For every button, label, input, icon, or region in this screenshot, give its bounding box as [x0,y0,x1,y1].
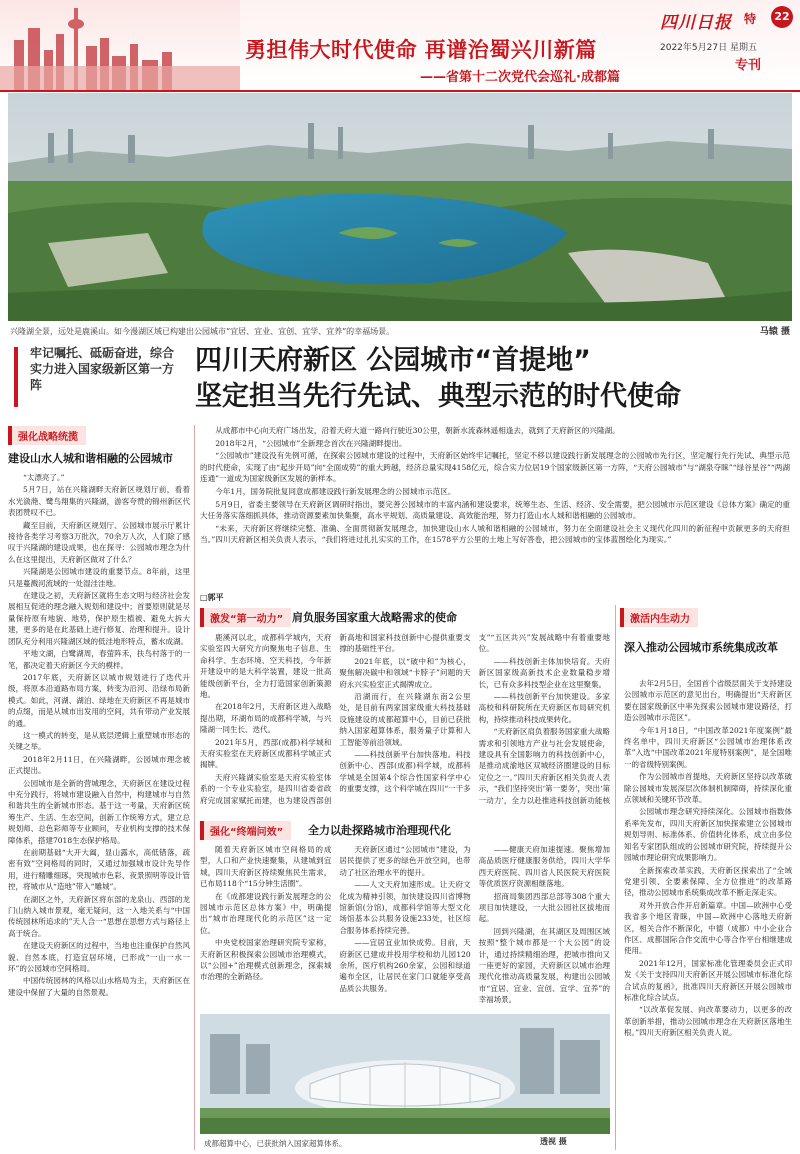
body-paragraph: 在建设天府新区的过程中，当地也注重保护自然风貌、自然本底，打造宜居环境，已形成“一山一水一环”的公园城市空间格局。 [8,941,190,974]
masthead [0,0,800,92]
body-paragraph: ——人文天府加速形成。让天府文化成为精神引领，加快建设四川省博物馆新馆(分馆)，成都科学馆等大型文化场馆基本公共服务设施233处，社区综合服务体系持续完善。 [339,880,471,935]
body-paragraph: 沿湖而行，在兴隆湖东南2公里处，是目前有两家国家级重大科技基础设施建设的成都超算中心，目前已获批纳入国家超算体系，服务量子计算和人工智能等前沿领域。 [339,692,471,747]
section-badge: 强化战略统揽 [8,426,86,445]
body-paragraph: 作为公园城市首提地，天府新区坚持以改革破除公园城市发展深层次体制机制障碍，持续深化重点领域和关键环节改革。 [624,772,792,805]
body-paragraph: 平地文湖，白鹭湖周，春萤阵禾，扶鸟村落于的一笔，都决定着天府新区今天的模样。 [8,649,190,670]
kicker-accent-bar [14,347,18,407]
body-paragraph: 回到兴隆湖，在其湖区及周围区域按照“整个城市都是一个大公园”的设计，通过持续精细治理，把城市推向又一座更好的家园，天府新区以城市治理现代化推动高质量发展，构建出公园城市“宜居、宜业、宜创、宜学、宜养”的幸福场景。 [478,926,610,1005]
body-paragraph: 在2018年2月，天府新区进入战略提出期，环湖布局的成都科学城，与兴隆湖一同生长、迭代。 [200,702,332,735]
body-paragraph: 天府新区通过“公园城市”建设，为居民提供了更多的绿色开放空间，也带动了社区治理水平的提升。 [339,845,471,877]
body-paragraph: 在《成都建设践行新发展理念的公园城市示范区总体方案》中，明确提出“城市治理现代化的示范区”这一定位。 [200,891,332,935]
body-paragraph: 今年1月18日，“中国改革2021年度案例”最终名单中，四川天府新区“公园城市治理体系改革”入选“中国改革2021年度特别案例”，是全国唯一的省级特别案例。 [624,725,792,769]
body-paragraph: 随着天府新区城市空间格局的成型，人口和产业快速聚集，从建城到宜城，四川天府新区持续聚焦民生需求，已布局118个“15分钟生活圈”。 [200,845,332,889]
section-title: 深入推动公园城市系统集成改革 [624,641,778,654]
body-paragraph: 5月7日，站在兴隆湖畔天府新区规划厅前，看着水光潋滟、鹭鸟翔集的兴隆湖，游客夸赞的锦州新区代表团赞叹不已。 [8,485,190,518]
body-paragraph: 在建设之初，天府新区就将生态文明与经济社会发展相互促进的理念融入规划和建设中；首要原则就是尽量保持原有地貌、地势，保护原生植被、避免大拆大建，更多的是在此基础上进行修复、治理和提升。设计团队充分利用兴隆湖区域的低洼地形特点，蓄水成湖。 [8,591,190,646]
section-reform-body [624,678,792,1148]
photo-credit: 马辕 摄 [759,327,790,337]
author-signature: □郭平 [200,592,224,602]
lake-panorama-photo [8,93,792,321]
body-paragraph: 兴隆湖是公园城市建设的重要节点。8年前，这里只是蔓溅河流域的一处湿洼洼地。 [8,567,190,588]
lead-article [200,425,790,547]
body-paragraph: ——科技创新平台加快建设。多家高校和科研院所在天府新区布局研究机构，持续推动科技成果转化。 [478,692,610,724]
body-paragraph: 公园城市是全新的营城理念，天府新区在建设过程中充分践行，将城市建设融入自然中，构建城市与自然和谐共生的全新城市形态。基于这一考量，天府新区统筹生产、生活、生态空间，创新工作统筹方式，建立总规划师、总色彩师等专业顾问，专业机构支撑的技术保障体系，搭建7018生态保护格局。 [8,778,190,845]
section-governance-body [200,844,610,1010]
section-title: 建设山水人城和谐相融的公园城市 [8,452,173,465]
body-paragraph: 2021年5月，西部(成都)科学城和天府实验室在天府新区成都科学城正式揭牌。 [200,737,332,770]
body-paragraph: 在前期基础“大开大阖，显山露水，高低错落，疏密有致”空间格局的同时，又通过加强城市设计先导作用，进行精雕细琢，突现城市色彩、夜景照明等设计管控，将城市从“造地”带入“雕城”。 [8,848,190,892]
body-paragraph: 2017年底，天府新区以城市规划进行了迭代升级，将原本沿道路布局方案，转变为沿河、沿绿布局新模式。如此，河湖、湖泊、绿地在天府新区不再是城市的点缀，而是从城市出发用的空间，共有带动产业发展的通。 [8,672,190,728]
body-paragraph: 2021年底，以“破中和”为核心，聚焦解决碳中和领域“卡脖子”问题的天府永兴实验室正式揭牌成立。 [339,656,471,689]
section-badge: 强化“终端问效” [200,821,291,840]
body-paragraph: 鹿溪河以北，成都科学城内，天府实验室四大研究方向聚焦电子信息、生命科学、生态环境、空天科技，今年新开建设中的是大科学装置，建设一批高能级创新平台，全力打造国家创新策源地。 [200,633,332,700]
body-paragraph: “天府新区肩负着服务国家重大战略需求和引领地方产业与社会发展使命，建设具有全国影响力的科技创新中心，是推动成渝地区双城经济圈建设的目标定位之一。”四川天府新区相关负责人表示，“我们坚持突出‘第一要务’，突出‘第一动力’，全力以赴推进科技创新功能核 [478,727,610,805]
section-headline: 全力以赴探路城市治理现代化 [308,824,451,837]
body-paragraph: 去年2月5日，全国首个省级层面关于支持建设公园城市示范区的意见出台，明确提出“天府新区要在国家级新区中率先探索公园城市建设路径，打造公园城市示范区”。 [624,679,792,723]
section-body [8,472,190,998]
main-headline-line2: 坚定担当先行先试、典型示范的时代使命 [195,381,681,412]
photo-credit: 透视 摄 [540,1137,567,1146]
body-paragraph: ——健康天府加速提速。聚焦增加高品质医疗健康服务供给，四川大学华西天府医院、四川省人民医院天府医院等优质医疗资源相继落地。 [478,845,610,889]
lead-paragraph: 今年1月，国务院批复同意成都建设践行新发展理念的公园城市示范区。 [215,486,456,496]
lead-paragraph: 2018年2月，“公园城市”全新理念首次在兴隆湖畔提出。 [215,438,407,448]
body-paragraph: ——科技创新平台加快落地。科技创新中心、西部(成都)科学城，成都科学城是全国第4个综合性国家科学中心的重要支撑，这个科学城在四川“一干多支”“五区共兴”发展战略中有着重要地位。 [339,633,610,794]
newspaper-logo: 四川日报 [660,13,732,33]
edition-label: 专刊 [735,58,762,73]
body-paragraph: “以改革促发展、向改革要动力，以更多的改革创新举措，推动公园城市理念在天府新区落地生根。”四川天府新区相关负责人说。 [624,1005,792,1038]
masthead-headline: 勇担伟大时代使命 再谱治蜀兴川新篇 [245,38,597,62]
body-paragraph: “太漂亮了。” [23,473,65,482]
section-badge: 激活内生动力 [620,608,698,627]
body-paragraph: 对外开放合作开启新篇章。中国—欧洲中心受我省多个地区青睐，中国—欧洲中心落地天府新区，相关合作不断深化，中德（成都）中小企业合作区、成都国际合作交流中心等合作平台相继建成使用。 [624,900,792,956]
body-paragraph: 全新探索改革实践，天府新区探索出了“全域党建引领、全要素保障、全方位推进”的改革路径，推动公园城市系统集成改革不断走深走实。 [624,865,792,898]
section-badge: 激发“第一动力” [200,608,291,627]
masthead-subheadline: ——省第十二次党代会巡礼·成都篇 [420,70,620,85]
photo-caption: 兴隆湖全景，远处是鹿溪山。如今漫湖区域已构建出公园城市“宜居、宜业、宜创、宜学、宜养”的幸福场景。 [10,327,395,336]
body-paragraph: 2018年2月11日，在兴隆湖畔，公园城市理念被正式提出。 [8,754,190,776]
body-paragraph: 天府兴隆湖实验室是天府实验室体系的一个专业实验室，是四川省委省政府完成国家赋托而建，也为建设西部创新高地和国家科技创新中心提供重要支撑的基础性平台。 [200,633,471,805]
main-headline-line1: 四川天府新区 公园城市“首提地” [195,345,591,376]
column-divider [194,425,195,1150]
body-paragraph: ——科技创新主体加快培育。天府新区国家级高新技术企业数量稳步增长，已有众多科技型企业在这里聚集。 [478,656,610,689]
body-paragraph: 公园城市理念研究持续深化。公园城市指数体系率先发布，四川天府新区加快探索建立公园城市规划导则、标准体系、价值转化体系，成立由多位知名专家团队组成的公园城市研究院，持续提升公园城市理论研究成果影响力。 [624,807,792,863]
body-paragraph: 招商局集团西部总部等308个重大项目加快建设，一大批公园社区拔地而起。 [478,891,610,924]
section-headline: 肩负服务国家重大战略需求的使命 [292,611,457,624]
lead-paragraph: 5月9日，省委主要领导在天府新区调研时指出，要完善公园城市的丰富内涵和建设要求，统筹生态、生活、经济、安全需要，把公园城市示范区建设《总体方案》确定的重大任务落实落细抓具体，推动资源要素加快集聚，高水平规划、高质量建设、高效能治理，努力打造山水人城和谐相融的公园城市。 [200,499,790,521]
lead-paragraph: 从成都市中心向天府广场出发，沿着天府大道一路向行驶近30公里，朝新水流森林遥相逢去，就到了天府新区的兴隆湖。 [215,426,620,435]
section-governance-header [200,818,610,840]
section-innovation-body [200,632,610,812]
lead-paragraph: “公园城市”建设没有先例可循，在探索公园城市建设的过程中，天府新区始终牢记嘱托，坚定不移以建设践行新发展理念的公园城市先行区，坚定履行先行先试、典型示范的时代使命，实现了由“起步开局”向“全面成势”的重大跨越，经济总量实现4158亿元，综合实力位居19个国家级新区第一方阵，“天府公园城市”与“湖泉夺睐”“绿谷星谷”“两湖连通”一道成为国家级新区发展的新样本。 [200,451,790,484]
body-paragraph: 中国传统园林的风格以山水格局为主，天府新区在建设中保留了大量的自然景观。 [8,976,190,997]
section-strategy [8,425,190,1150]
special-tag: 特 [744,12,757,26]
body-paragraph: 中央党校国家治理研究院专家称，天府新区积极探索公园城市治理模式，以“公园+”治理模式创新理念，探索城市治理的全新路径。 [200,938,332,982]
photo-caption: 成都超算中心，已获批纳入国家超算体系。 [204,1139,347,1148]
body-paragraph: 在湖区之外，天府新区将东部的龙泉山、西部的龙门山纳入城市景观，毫无疑问，这一入地关系与“中国传统园林所追求的”天人合一“思想在思想方式与路径上高于统合。 [8,894,190,938]
column-divider [615,605,616,1150]
body-paragraph: 这一模式的转变，是从底层逻辑上重塑城市形态的关键之举。 [8,730,190,752]
kicker-text: 牢记嘱托、砥砺奋进，综合实力进入国家级新区第一方阵 [30,346,175,392]
issue-date: 2022年5月27日 星期五 [660,43,757,53]
header-rule [0,90,800,92]
page-number-badge: 22 [771,6,793,28]
supercomputing-center-photo [200,1014,610,1134]
main-headline [195,343,681,415]
city-skyline-illustration [0,0,240,92]
section-innovation-header [200,605,790,627]
body-paragraph: 藏至目前，天府新区规划厅、公园城市展示厅累计接待各类学习考察3万批次，70余万人次，人们除了感叹于兴隆湖的建设成果，也在探寻：公园城市理念为什么在这里提出，天府新区做对了什么？ [8,520,190,564]
body-paragraph: 2021年12月，国家标准化管理委员会正式印发《关于支持四川天府新区开展公园城市标准化综合试点的复函》，批准四川天府新区开展公园城市标准化综合试点。 [624,958,792,1002]
body-paragraph: ——宜居宜业加快成势。目前，天府新区已建成并投用学校和幼儿园120余所，医疗机构260余家，公园和绿道遍布全区，让居民在家门口就能享受高品质公共服务。 [339,938,471,993]
lead-paragraph: “未来，天府新区将继续完整、准确、全面贯彻新发展理念，加快建设山水人城和谐相融的公园城市，努力在全面建设社会主义现代化四川的新征程中贡献更多的天府担当。”四川天府新区相关负责人表示，“我们将进过扎扎实实的工作，在1578平方公里的土地上写好答卷，把公园城市的宝体蓝图绘化为现实。” [200,523,790,545]
